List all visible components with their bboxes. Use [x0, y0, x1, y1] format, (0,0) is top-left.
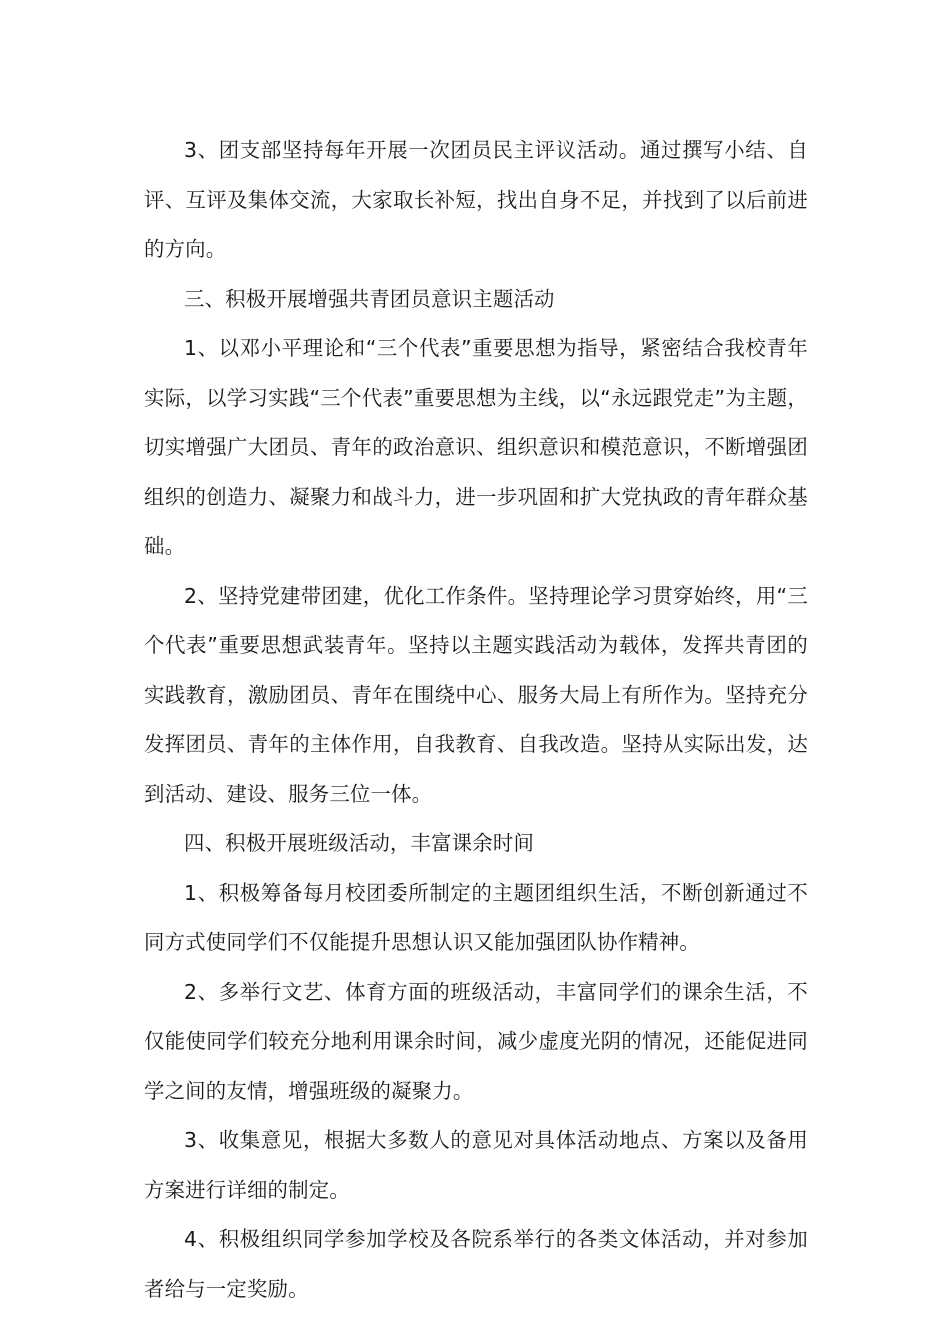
- paragraph-party-building: 2、坚持党建带团建，优化工作条件。坚持理论学习贯穿始终，用“三个代表”重要思想武装青年。坚持以主题实践活动为载体，发挥共青团的实践教育，激励团员、青年在围绕中心、服务大局上有所作为。坚持充分发挥团员、青年的主体作用，自我教育、自我改造。坚持从实际出发，达到活动、建设、服务三位一体。: [144, 583, 808, 806]
- paragraph-monthly-activities: 1、积极筹备每月校团委所制定的主题团组织生活，不断创新通过不同方式使同学们不仅能提升思想认识又能加强团队协作精神。: [144, 880, 808, 954]
- paragraph-evaluation: 3、团支部坚持每年开展一次团员民主评议活动。通过撰写小结、自评、互评及集体交流，大家取长补短，找出自身不足，并找到了以后前进的方向。: [144, 138, 808, 261]
- paragraph-collect-opinions: 3、收集意见，根据大多数人的意见对具体活动地点、方案以及备用方案进行详细的制定。: [144, 1128, 808, 1202]
- section-heading-3: 三、积极开展增强共青团员意识主题活动: [184, 286, 555, 311]
- document-body: [144, 126, 808, 1314]
- section-heading-4: 四、积极开展班级活动，丰富课余时间: [184, 831, 535, 855]
- paragraph-theory-guidance: 1、以邓小平理论和“三个代表”重要思想为指导，紧密结合我校青年实际，以学习实践“三个代表”重要思想为主线，以“永远跟党走”为主题，切实增强广大团员、青年的政治意识、组织意识和模范意识，不断增强团组织的创造力、凝聚力和战斗力，进一步巩固和扩大党执政的青年群众基础。: [144, 336, 808, 558]
- paragraph-encourage-participation: 4、积极组织同学参加学校及各院系举行的各类文体活动，并对参加者给与一定奖励。: [144, 1227, 808, 1301]
- paragraph-class-activities: 2、多举行文艺、体育方面的班级活动，丰富同学们的课余生活，不仅能使同学们较充分地利用课余时间，减少虚度光阴的情况，还能促进同学之间的友情，增强班级的凝聚力。: [144, 979, 808, 1103]
